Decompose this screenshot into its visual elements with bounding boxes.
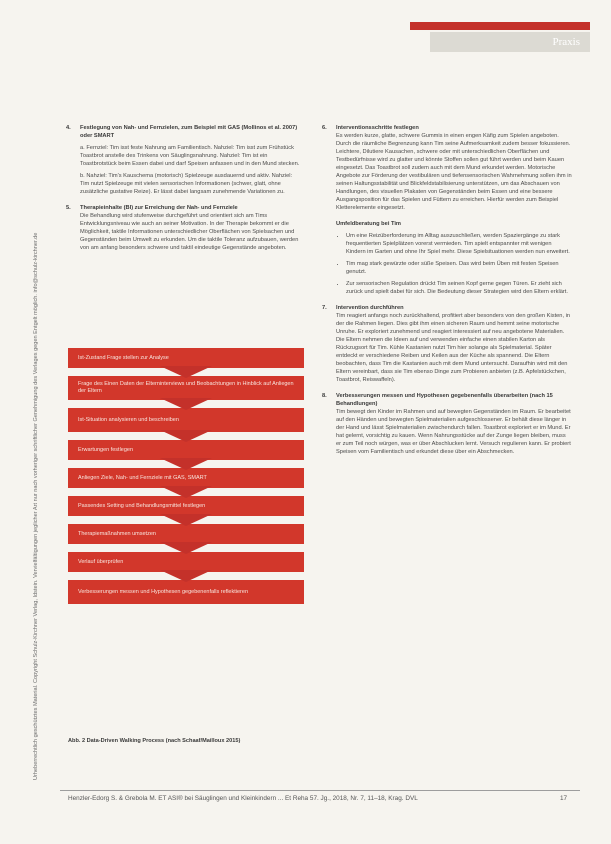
section-6 [322, 124, 572, 296]
figure-caption: Abb. 2 Data-Driven Walking Process (nach Schaaf/Mailloux 2015) [68, 738, 241, 744]
list-item: • Zur sensorischen Regulation drückt Tim seinen Kopf gerne gegen Türen. Er zieht sich zurück und spielt dabei für sich. Die Bedeutung dieser Strategien wird den Eltern erklärt. [346, 280, 572, 296]
left-column [66, 124, 302, 260]
list-item: • Tim mag stark gewürzte oder süße Speisen. Das wird beim Üben mit festen Speisen genutzt. [346, 260, 572, 276]
sub-heading: Umfeldberatung bei Tim [336, 221, 401, 227]
header-accent-bar [410, 22, 590, 30]
section-number: 4. [66, 125, 71, 131]
flow-step: Verbesserungen messen und Hypothesen gegebenenfalls reflektieren [68, 580, 304, 604]
flow-step: Anliegen Ziele, Nah- und Fernziele mit GAS, SMART [68, 468, 304, 488]
section-number: 8. [322, 393, 327, 399]
arrow-down-icon [160, 366, 212, 378]
right-column [322, 124, 572, 464]
section-body: Tim bewegt den Kinder im Rahmen und auf bewegten Gegenständen im Raum. Er bearbeitet auf den Händen und bewegten Spielmaterialien aufgeschlossener. Er behält diese länger in der Hand und lässt Spielmaterialien zwischendurch fallen. Toastbrot exploriert er im Mund. Er hat gelernt, vorsichtig zu kauen. Wenn Nahrungsstücke auf der Zunge liegen bleiben, muss er zum Teil noch würgen, was er über Abschlucken lernt. Versuch regulieren kann. Er probiert Speisen vom Familientisch und erkundet diese über ein Abschmecken. [336, 409, 571, 455]
arrow-down-icon [160, 430, 212, 442]
arrow-down-icon [160, 486, 212, 498]
section-number: 7. [322, 305, 327, 311]
section-7 [322, 304, 572, 384]
process-flow-diagram [68, 348, 304, 604]
arrow-down-icon [160, 542, 212, 554]
section-number: 6. [322, 125, 327, 131]
flow-step: Verlauf überprüfen [68, 552, 304, 572]
arrow-down-icon [160, 570, 212, 582]
footer-citation: Henzler-Edorg S. & Grebola M. ET ASI® bei Säuglingen und Kleinkindern ... Et Reha 57. Jg., 2018, Nr. 7, 11–18, Krag. DVL [68, 795, 418, 802]
section-item: a. Fernziel: Tim isst feste Nahrung am Familientisch. Nahziel: Tim isst zum Frühstück Toastbrot anstelle des Trinkens von Säuglingsnahrung. Nahziel: Tim ist ein Toastbrotstück beim Essen dabei und darf Speisen anfassen und in den Mund stecken. [80, 145, 300, 167]
section-body: Es werden kurze, glatte, schwere Gummis in einen engen Käfig zum Spielen angeboten. Durch die räumliche Begrenzung kann Tim seine Aufmerksamkeit zudem besser fokussieren. Leichtere, Dilutiere Kausachen, schwere oder mit unterschiedlichen Oberflächen und Testbedürfnisse wird zu glatter und könnte Stoffen sollen gut führt werden und beim Kauen eingesetzt. Das Toastbrot soll zudem auch mit dem Mund erkundet werden. Motorische Angebote zur Förderung der vestibulären und tiefensensorischen Wahrnehmung sollen ihm in seinen Haltungsstabilität und Blickfeldstabilisierung unterstützen, um das Abschauen von Handlungen, des visuellen Plakaten von Gegenständen beim Essen und eine bessere Ausgangsposition für das Spielen und Füttern zu erreichen. Hierfür werden zum Beispiel Kletterelemente eingesetzt. [336, 133, 572, 211]
section-title: Festlegung von Nah- und Fernzielen, zum Beispiel mit GAS (Mollinos et al. 2007) oder SMART [80, 125, 298, 139]
arrow-down-icon [160, 458, 212, 470]
arrow-down-icon [160, 514, 212, 526]
section-item: b. Nahziel: Tim's Kauschema (motorisch) Spielzeuge ausdauernd und aktiv. Nahziel: Tim nutzt Spielzeuge mit vielen sensorischen Informationen (schwer, glatt, ohne zusätzliche gustative Reize). Er lässt dabei langsam zunehmende Variationen zu. [80, 173, 293, 195]
bullet-list [336, 232, 572, 296]
copyright-side-note [30, 60, 42, 780]
flow-step: Passendes Setting und Behandlungsmittel festlegen [68, 496, 304, 516]
footer-divider [60, 790, 580, 791]
section-title: Interventionsschritte festlegen [336, 125, 419, 131]
arrow-down-icon [160, 398, 212, 410]
section-5 [66, 204, 302, 252]
running-head: Praxis [430, 32, 590, 52]
flow-step: Ist-Situation analysieren und beschreiben [68, 408, 304, 432]
list-item: • Um eine Reizüberforderung im Alltag auszuschließen, werden Spaziergänge zu stark frequentierten Spielplätzen vorerst vermieden. Tim spielt entspannter mit wenigen Kindern im Garten und ohne Ihr Spiel mehr. Diese Spielsituationen werden nun erweitert. [346, 232, 572, 256]
section-body: Die Behandlung wird stufenweise durchgeführt und orientiert sich am Tims Entwicklungsniveau wie auch an seiner Motivation. In der Therapie bekommt er die Möglichkeit, taktile Informationen unterschiedlicher Oberflächen von Spielsachen und Gegenständen beim Umwelt zu erkunden. Um die taktile Toleranz aufzubauen, werden von am anfang besonders schwere und taktil eindeutige Gegenstände angeboten. [80, 213, 299, 251]
section-4 [66, 124, 302, 196]
flow-step: Therapiemaßnahmen umsetzen [68, 524, 304, 544]
section-title: Verbesserungen messen und Hypothesen gegebenenfalls überarbeiten (nach 15 Behandlungen) [336, 393, 553, 407]
section-number: 5. [66, 205, 71, 211]
flow-step: Ist-Zustand Frage stellen zur Analyse [68, 348, 304, 368]
section-title: Therapieinhalte (BI) zur Erreichung der Nah- und Fernziele [80, 205, 238, 211]
page-number: 17 [560, 795, 568, 802]
section-8 [322, 392, 572, 456]
copyright-text: Urheberrechtlich geschütztes Material. Copyright Schulz-Kirchner Verlag, Idstein. Vervielfältigungen jeglicher Art nur nach vorheriger schriftlicher Genehmigung des Verlages gegen Entgelt möglich. info@schulz-kirchner.de [33, 232, 39, 780]
section-title: Intervention durchführen [336, 305, 404, 311]
section-body: Tim reagiert anfangs noch zurückhaltend, profitiert aber besonders von den großen Kisten, in der die Rahmen liegen. Dies gibt ihm einen sicheren Raum und hemmt seine motorische Unruhe. Er exploriert zunehmend und reagiert interessiert auf neu angebotene Materialien. Die Eltern nehmen die Ideen auf und verwenden einfache einen stabilen Karton als Rückzugsort für Tim. Kühle Kastanien nutzt Tim hier solange als Spielmaterial. Später entdeckt er verschiedene Reiben und Keilen aus der Küche als spannend. Die Eltern beobachten, dass Tim die Kastanien auch mit dem Mund untersucht. Daraufhin wird mit den Eltern vereinbart, dass sie Tim ebenso Dinge zum Probieren anbieten (z.B. Apfelstückchen, Toastbrot, Reiswaffeln). [336, 313, 571, 383]
flow-step: Frage des Einen Daten der Elterninterviews und Beobachtungen in Hinblick auf Anliegen der Eltern [68, 376, 304, 400]
flow-step: Erwartungen festlegen [68, 440, 304, 460]
